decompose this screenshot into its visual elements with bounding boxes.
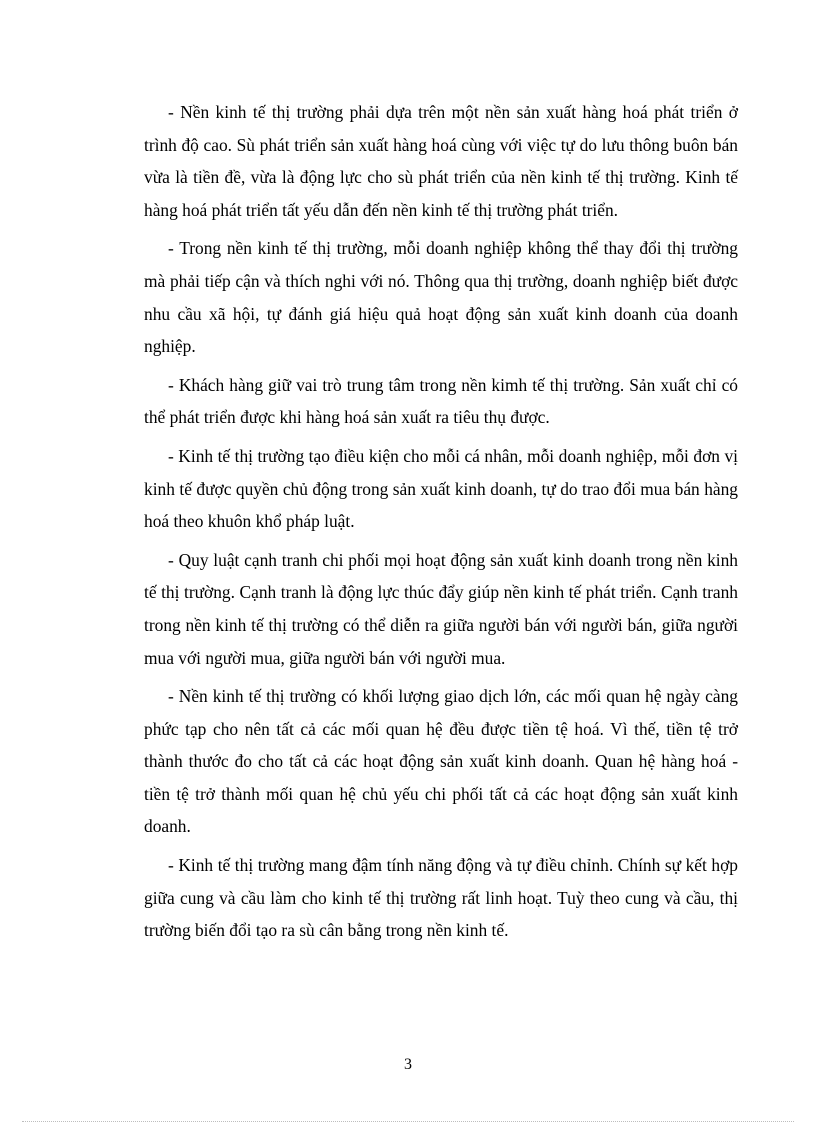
paragraph: - Nền kinh tế thị trường có khối lượng giao dịch lớn, các mối quan hệ ngày càng phức tạp cho nên tất cả các mối quan hệ đều được tiền tệ hoá. Vì thế, tiền tệ trở thành thước đo cho tất cả các hoạt động sản xuất kinh doanh. Quan hệ hàng hoá - tiền tệ trở thành mối quan hệ chủ yếu chi phối tất cả các hoạt động sản xuất kinh doanh. bbox=[144, 686, 738, 837]
page-bottom-divider bbox=[22, 1121, 794, 1122]
paragraph: - Khách hàng giữ vai trò trung tâm trong nền kimh tế thị trường. Sản xuất chỉ có thể phát triển được khi hàng hoá sản xuất ra tiêu thụ được. bbox=[144, 374, 738, 428]
paragraph: - Quy luật cạnh tranh chi phối mọi hoạt động sản xuất kinh doanh trong nền kinh tế thị trường. Cạnh tranh là động lực thúc đẩy giúp nền kinh tế phát triển. Cạnh tranh trong nền kinh tế thị trường có thể diễn ra giữa người bán với người bán, giữa người mua với người mua, giữa người bán với người mua. bbox=[144, 549, 738, 668]
body-text bbox=[144, 96, 738, 953]
paragraph: - Kinh tế thị trường mang đậm tính năng động và tự điều chỉnh. Chính sự kết hợp giữa cung và cầu làm cho kinh tế thị trường rất linh hoạt. Tuỳ theo cung và cầu, thị trường biến đổi tạo ra sù cân bằng trong nền kinh tế. bbox=[144, 855, 738, 941]
paragraph: - Nền kinh tế thị trường phải dựa trên một nền sản xuất hàng hoá phát triển ở trình độ cao. Sù phát triển sản xuất hàng hoá cùng với việc tự do lưu thông buôn bán vừa là tiền đề, vừa là động lực cho sù phát triển của nền kinh tế thị trường. Kinh tế hàng hoá phát triển tất yếu dẫn đến nền kinh tế thị trường phát triển. bbox=[144, 102, 738, 220]
paragraph: - Kinh tế thị trường tạo điều kiện cho mỗi cá nhân, mỗi doanh nghiệp, mỗi đơn vị kinh tế được quyền chủ động trong sản xuất kinh doanh, tự do trao đổi mua bán hàng hoá theo khuôn khổ pháp luật. bbox=[144, 445, 738, 532]
paragraph: - Trong nền kinh tế thị trường, mỗi doanh nghiệp không thể thay đổi thị trường mà phải tiếp cận và thích nghi với nó. Thông qua thị trường, doanh nghiệp biết được nhu cầu xã hội, tự đánh giá hiệu quả hoạt động sản xuất kinh doanh của doanh nghiệp. bbox=[144, 238, 738, 357]
page-number: 3 bbox=[404, 1056, 412, 1073]
